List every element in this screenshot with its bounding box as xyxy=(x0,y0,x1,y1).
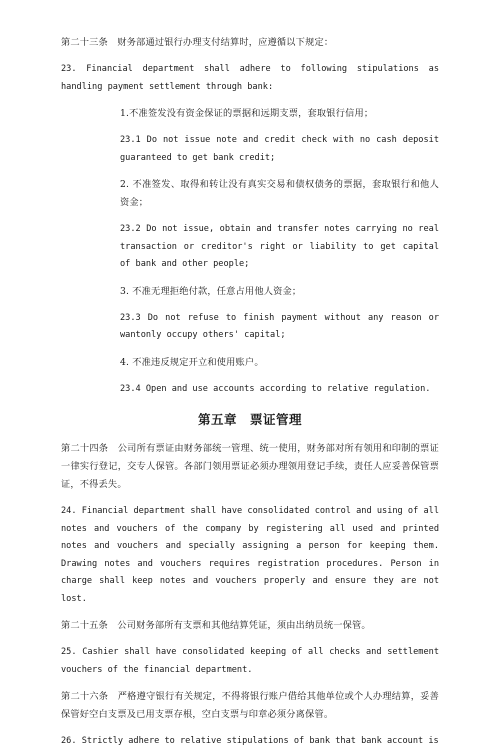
item-3-en: 23.3 Do not refuse to finish payment without any reason or wantonly occupy others' capital; xyxy=(120,312,439,340)
item-1-en: 23.1 Do not issue note and credit check with no cash deposit guaranteed to get bank credit; xyxy=(120,135,439,163)
item-2-en: 23.2 Do not issue, obtain and transfer notes carrying no real transaction or creditor's right or liability to get capital of bank and other people; xyxy=(120,224,439,269)
article-25-zh: 第二十五条 公司财务部所有支票和其他结算凭证，须由出纳员统一保管。 xyxy=(61,620,371,631)
article-24-en: 24. Financial department shall have consolidated control and using of all notes and vouchers of the company by registering all used and printed notes and vouchers and specially assigning a person for keeping them. Drawing notes and vouchers requires registration procedures. Person in charge shall keep notes and vouchers properly and ensure they are not lost. xyxy=(61,506,439,604)
item-4-en: 23.4 Open and use accounts according to relative regulation. xyxy=(120,383,431,394)
article-26-en: 26. Strictly adhere to relative stipulations of bank that bank account is xyxy=(61,736,439,746)
article-26-zh: 第二十六条 严格遵守银行有关规定，不得将银行账户借给其他单位或个人办理结算，妥善保管好空白支票及已用支票存根，空白支票与印章必须分离保管。 xyxy=(61,691,439,720)
article-24-zh: 第二十四条 公司所有票证由财务部统一管理、统一使用，财务部对所有领用和印制的票证一律实行登记，交专人保管。各部门领用票证必须办理领用登记手续，责任人应妥善保管票证，不得丢失。 xyxy=(61,443,439,490)
article-23-zh: 第二十三条 财务部通过银行办理支付结算时，应遵循以下规定： xyxy=(61,37,334,48)
item-3-zh: 3. 不准无理拒绝付款，任意占用他人资金； xyxy=(120,285,302,297)
article-23-en: 23. Financial department shall adhere to following stipulations as handling payment settlement through bank: xyxy=(61,64,439,92)
chapter-title: 第五章 票证管理 xyxy=(197,412,302,427)
document-page xyxy=(61,34,439,751)
item-2-zh: 2. 不准签发、取得和转让没有真实交易和债权债务的票据，套取银行和他人资金； xyxy=(120,179,439,208)
article-23-items xyxy=(61,105,439,398)
article-25-en: 25. Cashier shall have consolidated keeping of all checks and settlement vouchers of the financial department. xyxy=(61,647,439,675)
item-4-zh: 4. 不准违反规定开立和使用账户。 xyxy=(120,356,264,368)
item-1-zh: 1.不准签发没有资金保证的票据和远期支票，套取银行信用； xyxy=(120,108,374,119)
